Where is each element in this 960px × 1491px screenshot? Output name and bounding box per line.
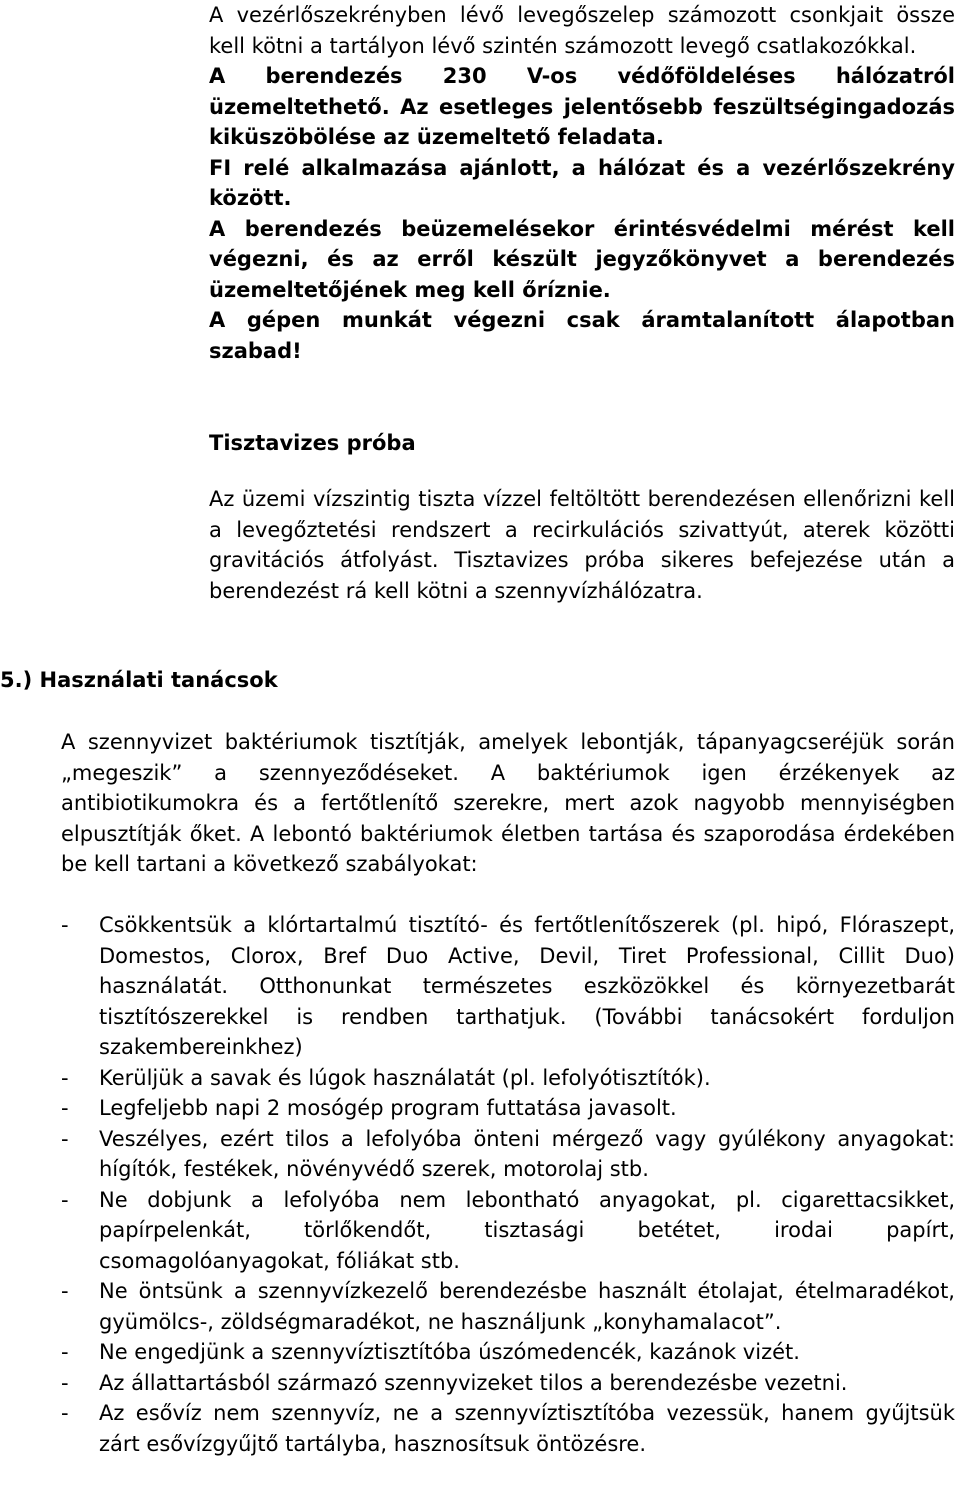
power-off-warning: A gépen munkát végezni csak áramtalanított álapotban szabad! bbox=[209, 308, 955, 363]
list-item bbox=[61, 910, 955, 1063]
clean-water-test-heading: Tisztavizes próba bbox=[209, 431, 416, 455]
usage-intro-paragraph: A szennyvizet baktériumok tisztítják, amelyek lebontják, tápanyagcseréjük során „megeszik” a szennyeződéseket. A baktériumok igen érzékenyek az antibiotikumokra és a fertőtlenítő szerekre, mert azok nagyobb mennyiségben elpusztítják őket. A lebontó baktériumok életben tartása és szaporodása érdekében be kell tartani a következő szabályokat: bbox=[61, 730, 955, 876]
power-supply-paragraph: A berendezés 230 V-os védőföldeléses hálózatról üzemeltethető. Az esetleges jelentősebb feszültségingadozás kiküszöbölése az üzemeltető feladata. bbox=[209, 64, 955, 149]
list-item-text: Kerüljük a savak és lúgok használatát (pl. lefolyótisztítók). bbox=[99, 1065, 711, 1090]
list-item-text: Az esővíz nem szennyvíz, ne a szennyvíztisztítóba vezessük, hanem gyűjtsük zárt esővízgyűjtő tartályba, hasznosítsuk öntözésre. bbox=[99, 1401, 955, 1456]
air-valve-paragraph: A vezérlőszekrényben lévő levegőszelep számozott csonkjait össze kell kötni a tartályon lévő szintén számozott levegő csatlakozókkal. bbox=[209, 3, 955, 58]
list-item bbox=[61, 1185, 955, 1277]
list-item bbox=[61, 1063, 955, 1094]
dash-bullet: - bbox=[61, 1187, 69, 1212]
dash-bullet: - bbox=[61, 1065, 69, 1090]
list-item bbox=[61, 1398, 955, 1459]
dash-bullet: - bbox=[61, 1279, 69, 1303]
clean-water-test-body: Az üzemi vízszintig tiszta vízzel feltöltött berendezésen ellenőrizni kell a levegőztetési rendszert a recirkulációs szivattyút, aterek közötti gravitációs átfolyást. Tisztavizes próba sikeres befejezése után a berendezést rá kell kötni a szennyvízhálózatra. bbox=[209, 487, 955, 603]
list-item bbox=[61, 1124, 955, 1185]
list-item-text: Veszélyes, ezért tilos a lefolyóba önteni mérgező vagy gyúlékony anyagokat: hígítók, festékek, növényvédő szerek, motorolaj stb. bbox=[99, 1126, 955, 1181]
safety-measurement-paragraph: A berendezés beüzemelésekor érintésvédelmi mérést kell végezni, és az erről készült jegyzőkönyvet a berendezés üzemeltetőjének meg kell őríznie. bbox=[209, 216, 955, 302]
usage-rules-list bbox=[61, 910, 955, 1459]
list-item-text: Ne öntsünk a szennyvízkezelő berendezésbe használt étolajat, ételmaradékot, gyümölcs-, zöldségmaradékot, ne használjunk „konyhamalacot”. bbox=[99, 1279, 955, 1334]
section-5-heading: 5.) Használati tanácsok bbox=[0, 668, 278, 692]
list-item-text: Az állattartásból származó szennyvizeket tilos a berendezésbe vezetni. bbox=[99, 1370, 848, 1395]
dash-bullet: - bbox=[61, 1370, 69, 1395]
list-item-text: Ne dobjunk a lefolyóba nem lebontható anyagokat, pl. cigarettacsikket, papírpelenkát, törlőkendőt, tisztasági betétet, irodai papírt, csomagolóanyagokat, fóliákat stb. bbox=[99, 1187, 955, 1273]
dash-bullet: - bbox=[61, 1126, 69, 1151]
list-item-text: Csökkentsük a klórtartalmú tisztító- és fertőtlenítőszerek (pl. hipó, Flóraszept, Domestos, Clorox, Bref Duo Active, Devil, Tiret Professional, Cillit Duo) használatát. Otthonunkat természetes eszközökkel és környezetbarát tisztítószerekkel is rendben tarthatjuk. (További tanácsokért forduljon szakembereinkhez) bbox=[99, 913, 955, 1059]
top-section bbox=[209, 0, 955, 366]
dash-bullet: - bbox=[61, 913, 69, 937]
dash-bullet: - bbox=[61, 1340, 69, 1364]
list-item-text: Ne engedjünk a szennyvíztisztítóba úszómedencék, kazánok vizét. bbox=[99, 1340, 800, 1364]
list-item bbox=[61, 1276, 955, 1337]
dash-bullet: - bbox=[61, 1401, 69, 1425]
list-item bbox=[61, 1337, 955, 1368]
list-item bbox=[61, 1093, 955, 1124]
fi-relay-paragraph: FI relé alkalmazása ajánlott, a hálózat és a vezérlőszekrény között. bbox=[209, 155, 955, 210]
list-item bbox=[61, 1368, 955, 1399]
list-item-text: Legfeljebb napi 2 mosógép program futtatása javasolt. bbox=[99, 1096, 677, 1120]
dash-bullet: - bbox=[61, 1096, 69, 1120]
